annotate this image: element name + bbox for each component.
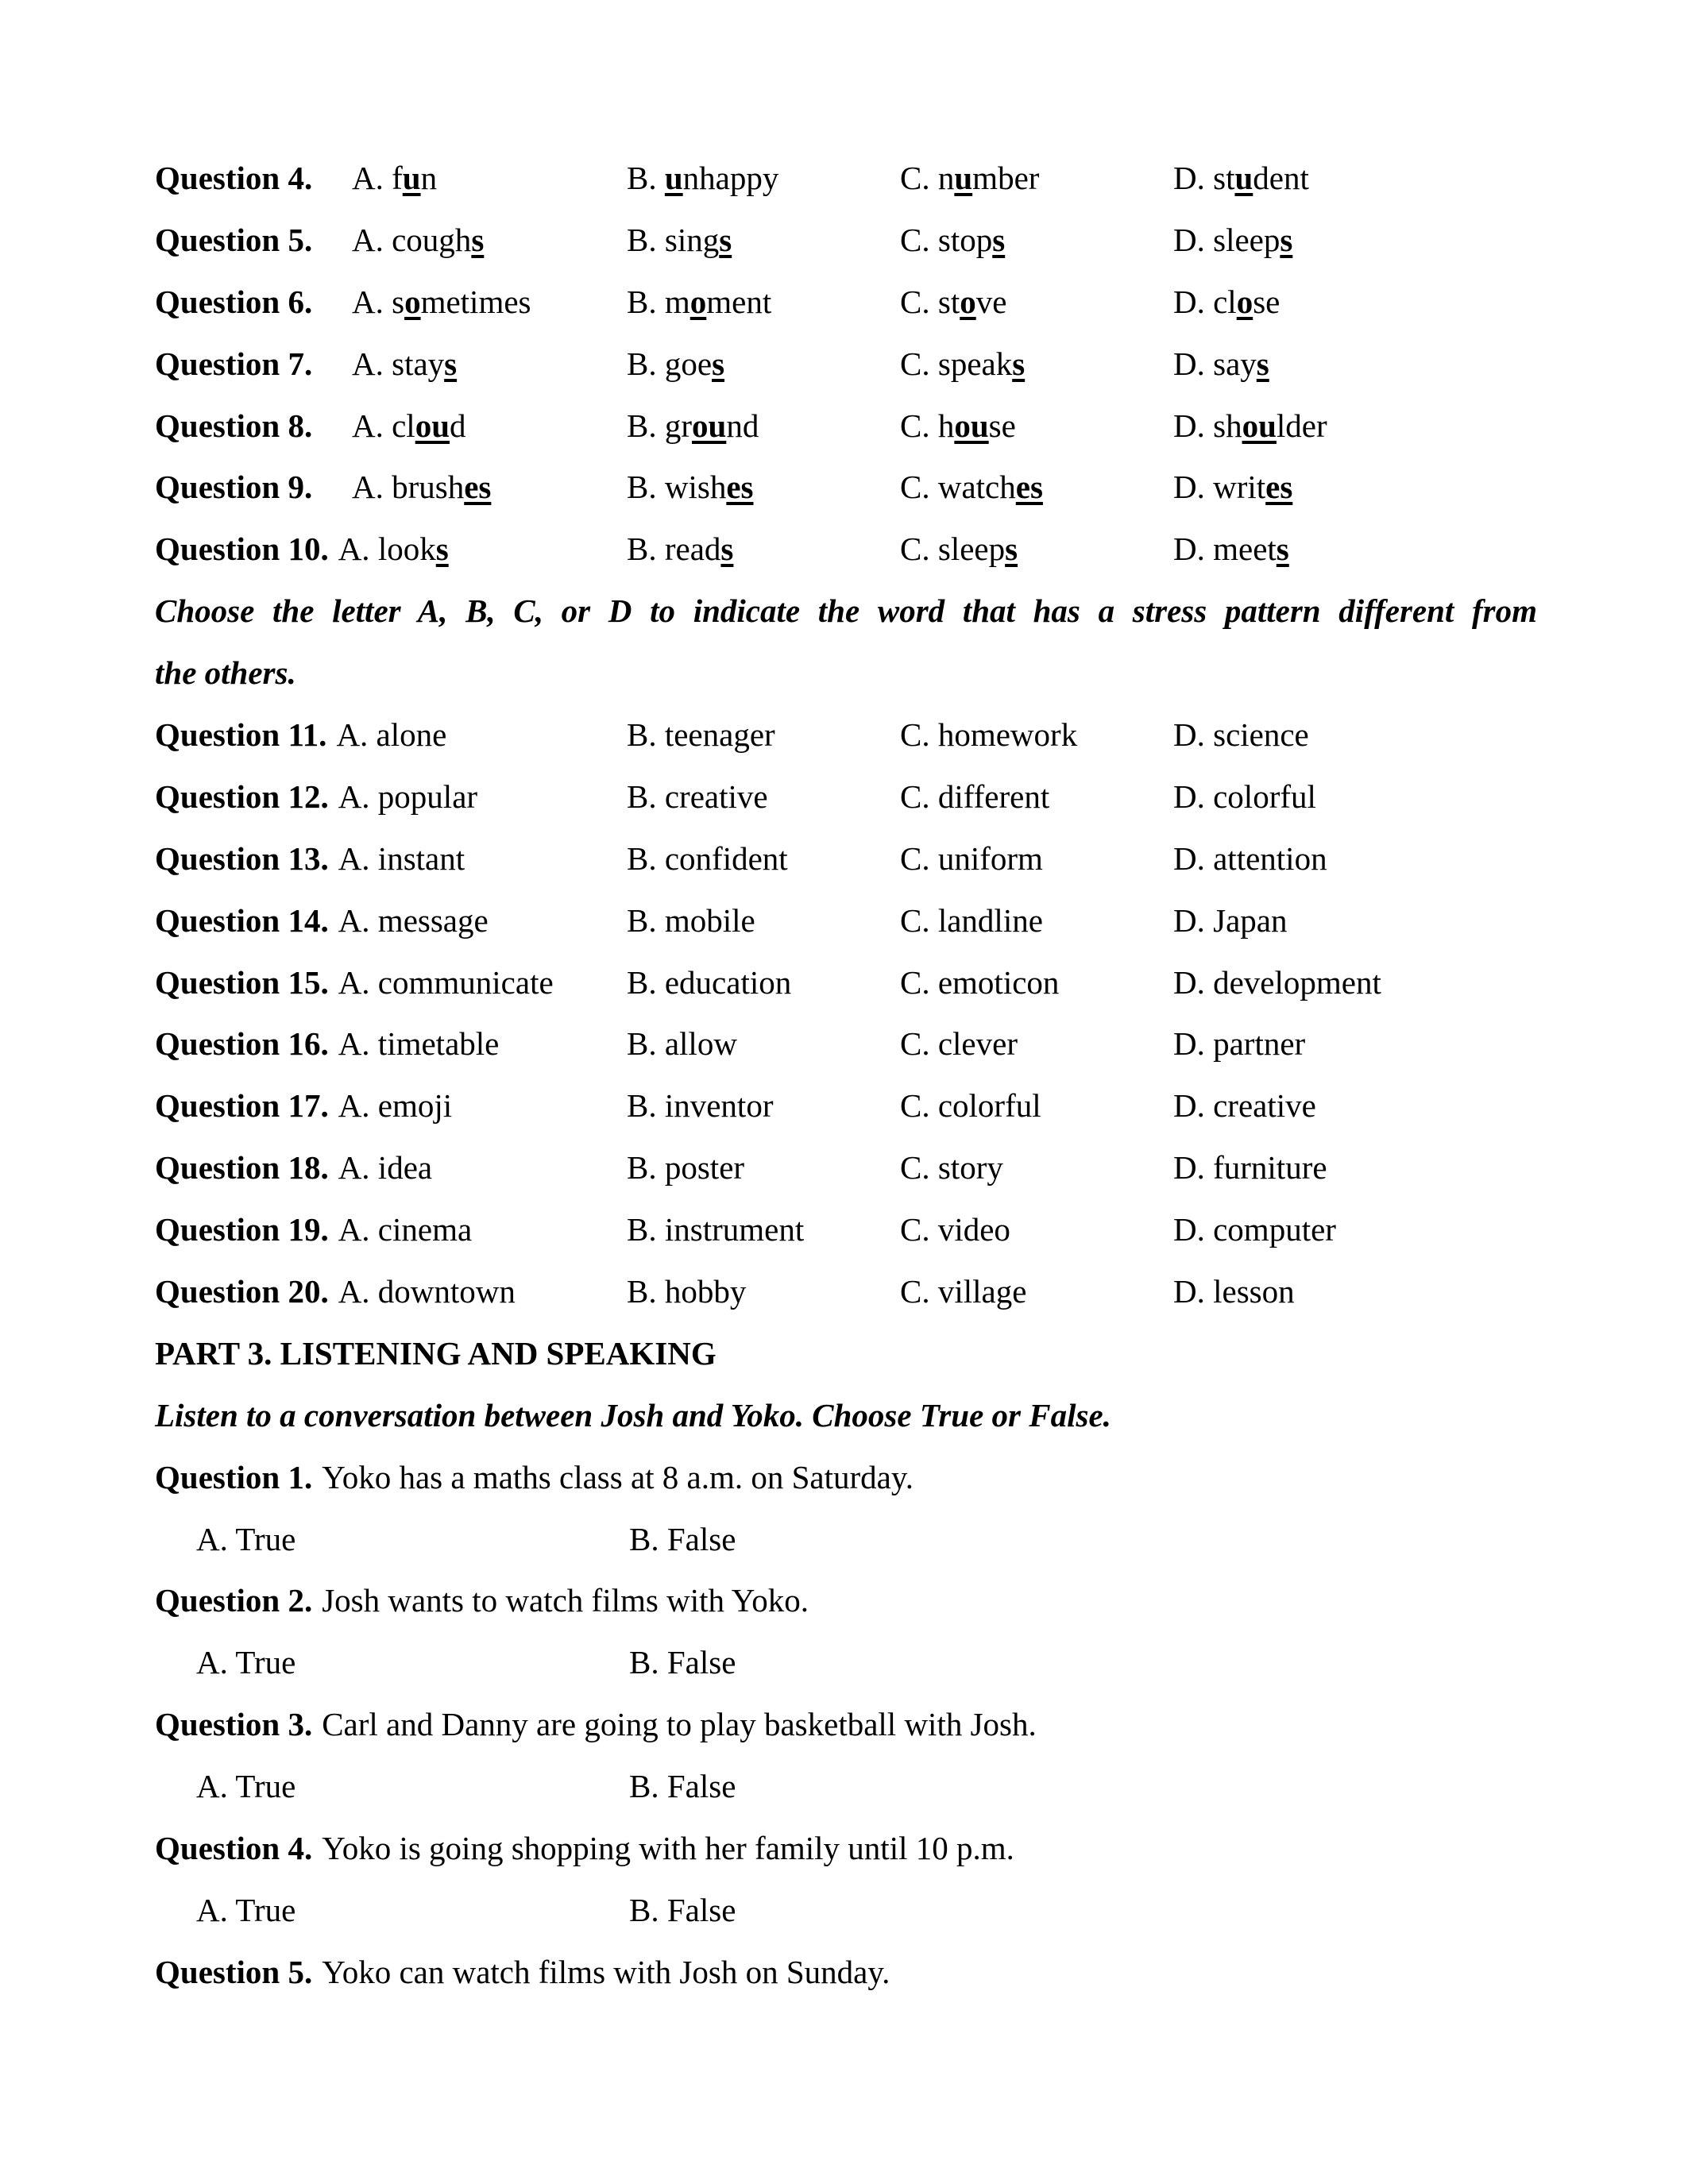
option-false[interactable]: B. False xyxy=(629,1891,736,1928)
stress-question-row xyxy=(155,838,1537,900)
underlined-sound: es xyxy=(726,469,754,506)
underlined-sound: s xyxy=(471,221,485,258)
answer-option-c[interactable] xyxy=(900,157,1039,199)
underlined-sound: ou xyxy=(415,407,450,444)
option-letter: B. xyxy=(627,160,657,196)
answer-option-d[interactable]: D. partner xyxy=(1173,1025,1306,1063)
underlined-sound: s xyxy=(1256,345,1269,382)
option-letter: C. xyxy=(900,221,930,258)
answer-option-a[interactable] xyxy=(352,284,531,320)
answer-option-c[interactable]: C. video xyxy=(900,1211,1010,1248)
question-label: Question 12. xyxy=(155,778,329,815)
pronunciation-question-row xyxy=(155,157,1537,219)
underlined-sound: u xyxy=(402,160,421,196)
option-false[interactable]: B. False xyxy=(629,1520,736,1557)
word-part: dent xyxy=(1253,160,1309,196)
tf-question-3 xyxy=(155,1704,1537,1765)
word-part: stay xyxy=(392,345,445,382)
underlined-sound: s xyxy=(1005,531,1018,568)
question-label: Question 3. xyxy=(155,1706,313,1743)
answer-option-c[interactable]: C. story xyxy=(900,1149,1003,1187)
word-part: sing xyxy=(664,221,720,258)
option-letter: C. xyxy=(900,407,930,444)
underlined-sound: u xyxy=(954,160,973,196)
underlined-sound: s xyxy=(435,531,449,568)
option-letter: A. xyxy=(352,160,384,196)
tf-question-4 xyxy=(155,1827,1537,1889)
question-text: Yoko can watch films with Josh on Sunday. xyxy=(322,1953,890,1990)
answer-option-c[interactable] xyxy=(900,466,1043,507)
stress-question-row xyxy=(155,1085,1537,1147)
answer-option-b[interactable]: B. creative xyxy=(627,778,768,815)
answer-option-a[interactable]: A. communicate xyxy=(338,963,554,1001)
word-part: d xyxy=(450,407,466,444)
option-false[interactable]: B. False xyxy=(629,1644,736,1681)
word-part: writ xyxy=(1213,469,1266,506)
underlined-sound: o xyxy=(404,283,421,320)
tf-options-1 xyxy=(155,1518,1537,1580)
question-text: Josh wants to watch films with Yoko. xyxy=(322,1582,809,1619)
answer-option-d[interactable]: D. colorful xyxy=(1173,778,1316,815)
answer-option-c[interactable]: C. different xyxy=(900,778,1050,815)
option-letter: A. xyxy=(338,531,370,568)
option-letter: D. xyxy=(1173,160,1205,196)
answer-option-b[interactable] xyxy=(627,528,733,569)
answer-option-c[interactable]: C. homework xyxy=(900,716,1078,754)
option-letter: C. xyxy=(900,345,930,382)
underlined-sound: s xyxy=(720,531,734,568)
answer-option-c[interactable] xyxy=(900,281,1006,322)
stress-question-row xyxy=(155,1209,1537,1271)
worksheet-page xyxy=(155,157,1537,2013)
stress-question-row xyxy=(155,1023,1537,1085)
underlined-sound: u xyxy=(664,160,683,196)
question-label: Question 2. xyxy=(155,1582,313,1619)
answer-option-d[interactable] xyxy=(1173,405,1327,446)
word-part: speak xyxy=(937,345,1013,382)
option-letter: B. xyxy=(627,531,657,568)
pronunciation-question-row xyxy=(155,405,1537,467)
option-letter: C. xyxy=(900,160,930,196)
answer-option-c[interactable] xyxy=(900,405,1016,446)
answer-option-b[interactable]: B. mobile xyxy=(627,901,755,939)
pronunciation-question-row xyxy=(155,343,1537,405)
answer-option-b[interactable]: B. poster xyxy=(627,1149,745,1187)
answer-option-c[interactable]: C. landline xyxy=(900,901,1043,939)
word-part: ve xyxy=(975,283,1007,320)
answer-option-a[interactable]: A. alone xyxy=(336,716,447,754)
word-part: metimes xyxy=(420,283,531,320)
underlined-sound: u xyxy=(1234,160,1253,196)
option-letter: D. xyxy=(1173,283,1205,320)
option-letter: D. xyxy=(1173,469,1205,506)
option-letter: A. xyxy=(352,221,384,258)
word-part: cl xyxy=(1213,283,1237,320)
option-letter: A. xyxy=(352,345,384,382)
word-part: sh xyxy=(1213,407,1242,444)
option-letter: C. xyxy=(900,283,930,320)
question-label: Question 7. xyxy=(155,345,313,382)
option-letter: B. xyxy=(627,345,657,382)
answer-option-b[interactable] xyxy=(627,281,771,322)
answer-option-b[interactable]: B. education xyxy=(627,963,792,1001)
pronunciation-question-row xyxy=(155,281,1537,343)
option-letter: C. xyxy=(900,531,930,568)
question-label: Question 1. xyxy=(155,1458,313,1495)
tf-options-3 xyxy=(155,1765,1537,1827)
tf-question-5 xyxy=(155,1951,1537,2013)
answer-option-b[interactable] xyxy=(627,343,724,384)
answer-option-b[interactable]: B. inventor xyxy=(627,1087,774,1125)
answer-option-b[interactable] xyxy=(627,405,759,446)
stress-question-row xyxy=(155,776,1537,838)
pronunciation-question-row xyxy=(155,528,1537,590)
question-label: Question 5. xyxy=(155,221,313,258)
option-true[interactable]: A. True xyxy=(196,1891,296,1928)
underlined-sound: o xyxy=(960,283,976,320)
answer-option-c[interactable] xyxy=(900,343,1025,384)
tf-question-2 xyxy=(155,1580,1537,1642)
answer-option-d[interactable]: D. attention xyxy=(1173,839,1327,877)
word-part: st xyxy=(1213,160,1235,196)
option-letter: D. xyxy=(1173,407,1205,444)
question-label: Question 20. xyxy=(155,1273,329,1310)
pronunciation-question-row xyxy=(155,219,1537,281)
question-label: Question 16. xyxy=(155,1025,329,1063)
word-part: f xyxy=(392,160,403,196)
underlined-sound: s xyxy=(1276,531,1289,568)
answer-option-a[interactable] xyxy=(352,469,491,505)
part3-title: PART 3. LISTENING AND SPEAKING xyxy=(155,1334,717,1372)
answer-option-a[interactable]: A. idea xyxy=(338,1149,433,1187)
answer-option-a[interactable]: A. instant xyxy=(338,839,465,877)
stress-question-row xyxy=(155,900,1537,962)
word-part: s xyxy=(392,283,405,320)
question-label: Question 17. xyxy=(155,1087,329,1125)
word-part: cl xyxy=(392,407,415,444)
stress-question-row xyxy=(155,1271,1537,1333)
underlined-sound: es xyxy=(1265,469,1293,506)
tf-options-4 xyxy=(155,1889,1537,1951)
option-letter: A. xyxy=(352,407,384,444)
stress-question-row xyxy=(155,962,1537,1024)
pronunciation-section xyxy=(155,157,1537,590)
word-part: nhappy xyxy=(682,160,779,196)
word-part: goe xyxy=(664,345,713,382)
tf-options-2 xyxy=(155,1642,1537,1704)
word-part: cough xyxy=(392,221,472,258)
answer-option-d[interactable] xyxy=(1173,157,1309,199)
question-label: Question 15. xyxy=(155,963,329,1001)
underlined-sound: s xyxy=(712,345,725,382)
answer-option-d[interactable] xyxy=(1173,466,1292,507)
answer-option-a[interactable] xyxy=(352,222,484,258)
question-text: Yoko has a maths class at 8 a.m. on Saturday. xyxy=(322,1458,914,1495)
underlined-sound: es xyxy=(464,469,492,506)
answer-option-b[interactable] xyxy=(627,157,778,199)
question-label: Question 8. xyxy=(155,407,313,444)
answer-option-d[interactable] xyxy=(1173,219,1292,260)
word-part: n xyxy=(937,160,955,196)
stress-instruction-line1: Choose the letter A, B, C, or D to indicate the word that has a stress pattern different from xyxy=(155,592,1537,630)
underlined-sound: ou xyxy=(1242,407,1277,444)
question-label: Question 14. xyxy=(155,901,329,939)
answer-option-d[interactable]: D. science xyxy=(1173,716,1309,754)
question-label: Question 6. xyxy=(155,283,313,320)
answer-option-c[interactable]: C. emoticon xyxy=(900,963,1060,1001)
word-part: se xyxy=(988,407,1016,444)
answer-option-b[interactable]: B. hobby xyxy=(627,1273,747,1310)
word-part: ment xyxy=(706,283,772,320)
word-part: n xyxy=(420,160,438,196)
answer-option-c[interactable]: C. colorful xyxy=(900,1087,1041,1125)
option-letter: C. xyxy=(900,469,930,506)
answer-option-a[interactable]: A. timetable xyxy=(338,1025,500,1063)
answer-option-d[interactable] xyxy=(1173,343,1269,384)
underlined-sound: s xyxy=(1280,221,1293,258)
underlined-sound: ou xyxy=(692,407,727,444)
word-part: mber xyxy=(972,160,1040,196)
word-part: st xyxy=(937,283,960,320)
answer-option-a[interactable]: A. message xyxy=(338,901,489,939)
question-label: Question 9. xyxy=(155,469,313,506)
answer-option-b[interactable]: B. teenager xyxy=(627,716,775,754)
answer-option-d[interactable]: D. Japan xyxy=(1173,901,1288,939)
answer-option-a[interactable]: A. popular xyxy=(338,778,478,815)
underlined-sound: o xyxy=(689,283,707,320)
answer-option-d[interactable] xyxy=(1173,281,1280,322)
answer-option-c[interactable] xyxy=(900,219,1005,260)
answer-option-a[interactable]: A. downtown xyxy=(338,1273,516,1310)
word-part: nd xyxy=(726,407,759,444)
answer-option-d[interactable]: D. computer xyxy=(1173,1211,1336,1248)
answer-option-d[interactable]: D. creative xyxy=(1173,1087,1316,1125)
answer-option-c[interactable]: C. uniform xyxy=(900,839,1043,877)
word-part: brush xyxy=(392,469,465,506)
answer-option-a[interactable] xyxy=(352,160,437,196)
part3-instruction: Listen to a conversation between Josh and Yoko. Choose True or False. xyxy=(155,1396,1111,1433)
question-text: Carl and Danny are going to play basketball with Josh. xyxy=(322,1706,1037,1743)
option-letter: D. xyxy=(1173,531,1205,568)
word-part: sleep xyxy=(937,531,1006,568)
option-letter: B. xyxy=(627,221,657,258)
underlined-sound: s xyxy=(1012,345,1026,382)
question-label: Question 5. xyxy=(155,1953,313,1990)
answer-option-d[interactable] xyxy=(1173,528,1289,569)
option-letter: B. xyxy=(627,283,657,320)
word-part: m xyxy=(664,283,690,320)
answer-option-a[interactable]: A. emoji xyxy=(338,1087,453,1125)
answer-option-b[interactable]: B. allow xyxy=(627,1025,737,1063)
word-part: sleep xyxy=(1213,221,1280,258)
answer-option-b[interactable] xyxy=(627,219,732,260)
option-true[interactable]: A. True xyxy=(196,1644,296,1681)
word-part: meet xyxy=(1213,531,1277,568)
word-part: lder xyxy=(1276,407,1327,444)
word-part: look xyxy=(377,531,436,568)
option-letter: A. xyxy=(352,283,384,320)
option-letter: D. xyxy=(1173,345,1205,382)
answer-option-c[interactable]: C. village xyxy=(900,1273,1027,1310)
question-label: Question 13. xyxy=(155,839,329,877)
option-true[interactable]: A. True xyxy=(196,1768,296,1805)
option-true[interactable]: A. True xyxy=(196,1520,296,1557)
underlined-sound: s xyxy=(444,345,458,382)
stress-section xyxy=(155,714,1537,1333)
answer-option-c[interactable] xyxy=(900,528,1018,569)
underlined-sound: s xyxy=(992,221,1006,258)
option-letter: D. xyxy=(1173,221,1205,258)
answer-option-a[interactable] xyxy=(338,531,449,567)
answer-option-a[interactable] xyxy=(352,345,457,382)
word-part: say xyxy=(1213,345,1257,382)
question-label: Question 4. xyxy=(155,160,313,196)
answer-option-a[interactable] xyxy=(352,407,466,444)
word-part: h xyxy=(937,407,955,444)
answer-option-a[interactable]: A. cinema xyxy=(338,1211,473,1248)
answer-option-b[interactable]: B. instrument xyxy=(627,1211,805,1248)
option-letter: A. xyxy=(352,469,384,506)
answer-option-d[interactable]: D. furniture xyxy=(1173,1149,1327,1187)
answer-option-d[interactable]: D. development xyxy=(1173,963,1381,1001)
answer-option-b[interactable] xyxy=(627,466,753,507)
pronunciation-question-row xyxy=(155,466,1537,528)
answer-option-c[interactable]: C. clever xyxy=(900,1025,1018,1063)
word-part: gr xyxy=(664,407,693,444)
underlined-sound: s xyxy=(719,221,732,258)
word-part: wish xyxy=(664,469,727,506)
question-label: Question 18. xyxy=(155,1149,329,1187)
question-label: Question 10. xyxy=(155,531,329,568)
option-false[interactable]: B. False xyxy=(629,1768,736,1805)
stress-instruction-line2: the others. xyxy=(155,654,296,692)
question-text: Yoko is going shopping with her family until 10 p.m. xyxy=(322,1830,1014,1867)
tf-question-1 xyxy=(155,1457,1537,1518)
option-letter: B. xyxy=(627,407,657,444)
question-label: Question 19. xyxy=(155,1211,329,1248)
underlined-sound: o xyxy=(1236,283,1253,320)
word-part: se xyxy=(1253,283,1280,320)
stress-question-row xyxy=(155,1147,1537,1209)
stress-question-row xyxy=(155,714,1537,776)
answer-option-b[interactable]: B. confident xyxy=(627,839,788,877)
word-part: read xyxy=(664,531,721,568)
question-label: Question 4. xyxy=(155,1830,313,1867)
word-part: stop xyxy=(937,221,993,258)
underlined-sound: ou xyxy=(954,407,989,444)
underlined-sound: es xyxy=(1015,469,1043,506)
option-letter: B. xyxy=(627,469,657,506)
question-label: Question 11. xyxy=(155,716,327,754)
answer-option-d[interactable]: D. lesson xyxy=(1173,1273,1295,1310)
word-part: watch xyxy=(937,469,1016,506)
